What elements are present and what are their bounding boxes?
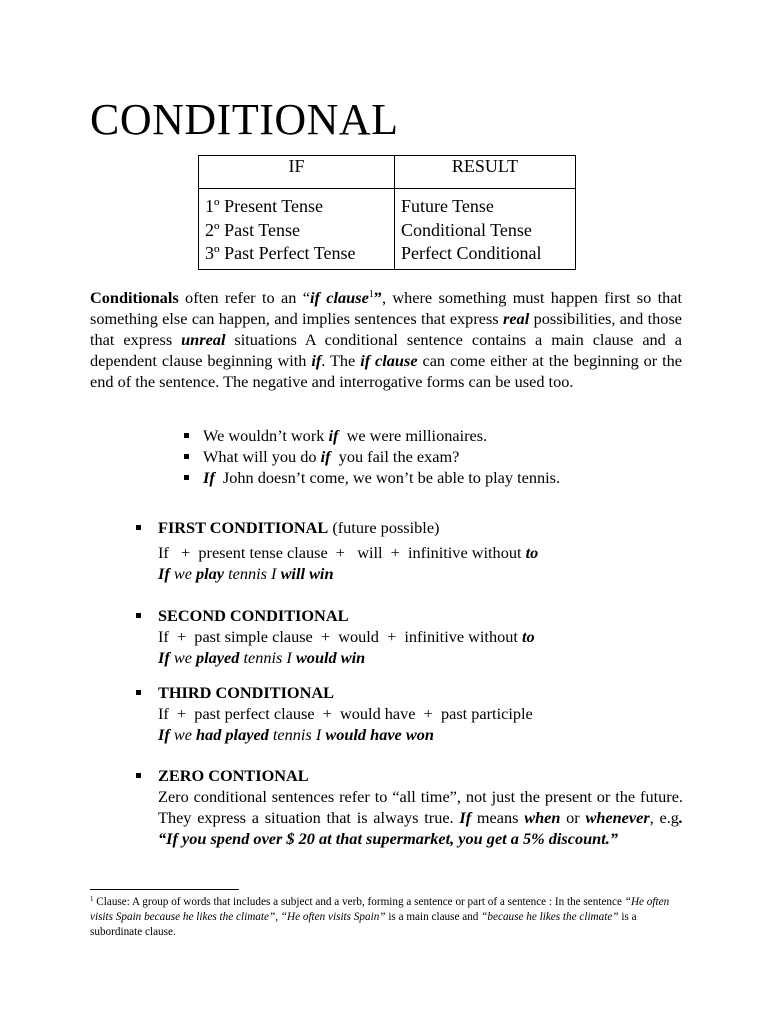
- example-verb: had played: [196, 725, 269, 744]
- intro-text: situations A conditional sentence contains a main clause and a dependent clause beginning with: [90, 330, 682, 370]
- bullet-icon: [184, 475, 189, 480]
- example-result: will win: [280, 564, 334, 583]
- footnote-reference[interactable]: 1: [368, 289, 374, 300]
- result-tenses-cell: [395, 189, 576, 270]
- intro-text: , where something must happen first so that something else can happen, and implies sentences that express: [90, 288, 683, 328]
- example-text: we were millionaires.: [338, 426, 488, 445]
- term-if: if: [311, 351, 322, 370]
- example-text: we: [169, 725, 196, 744]
- example-text: you fail the exam?: [330, 447, 460, 466]
- result-tense-second: Conditional Tense: [401, 219, 532, 240]
- if-tense-second: 2º Past Tense: [205, 219, 300, 240]
- formula-text: If + present tense clause + will + infinitive without: [158, 543, 526, 562]
- example-text: tennis I: [268, 725, 326, 744]
- formula-to: to: [521, 627, 535, 646]
- footnote-separator: [90, 889, 239, 890]
- intro-text: often refer to an “: [178, 288, 310, 307]
- footnote-text: Clause: A group of words that includes a subject and a verb, forming a sentence or part of a sentence : In the sentence: [93, 896, 625, 908]
- third-conditional-heading-line: [158, 682, 683, 703]
- zero-conditional-section: [158, 765, 683, 849]
- list-item: [180, 467, 560, 488]
- example-result: would have won: [325, 725, 434, 744]
- term-conditionals: Conditionals: [90, 288, 179, 307]
- example-text: What will you do: [203, 447, 321, 466]
- if-tense-third: 3º Past Perfect Tense: [205, 243, 356, 263]
- intro-text: can come either at the beginning or the end of the sentence. The negative and interrogative forms can be used too.: [90, 351, 682, 391]
- bullet-icon: [184, 454, 189, 459]
- zero-conditional-paragraph: [158, 786, 683, 849]
- first-conditional-section: [158, 517, 683, 584]
- first-conditional-heading-line: [158, 517, 683, 538]
- second-conditional-formula: [158, 626, 683, 647]
- list-item: [180, 425, 560, 446]
- formula-to: to: [525, 543, 539, 562]
- bullet-icon: [136, 773, 141, 778]
- first-conditional-example: [158, 563, 683, 584]
- third-conditional-example: [158, 724, 683, 745]
- example-result: would win: [295, 648, 366, 667]
- page-title: CONDITIONAL: [90, 95, 399, 144]
- intro-text: possibilities, and those that express: [90, 309, 683, 349]
- example-if: If: [158, 564, 170, 583]
- third-conditional-section: [158, 682, 683, 745]
- if-tense-first: 1º Present Tense: [205, 196, 323, 216]
- example-text: we: [169, 648, 196, 667]
- example-if: If: [158, 725, 170, 744]
- footnote-example: “He often visits Spain because he likes the climate”: [90, 896, 670, 923]
- zero-text: means: [471, 808, 525, 827]
- result-tense-third: Perfect Conditional: [401, 243, 542, 263]
- second-conditional-section: [158, 605, 683, 668]
- example-list: [180, 425, 560, 488]
- bullet-icon: [136, 613, 141, 618]
- tense-table: [198, 155, 576, 270]
- footnote-text: is a subordinate clause.: [90, 911, 637, 938]
- footnote-text: ,: [275, 911, 281, 923]
- term-if-clause: if clause: [309, 288, 369, 307]
- example-verb: play: [196, 564, 225, 583]
- example-text: We wouldn’t work: [203, 426, 329, 445]
- result-tense-first: Future Tense: [401, 196, 494, 216]
- zero-conditional-heading: ZERO CONTIONAL: [158, 766, 309, 785]
- second-conditional-heading: SECOND CONDITIONAL: [158, 606, 349, 625]
- example-text: tennis I: [239, 648, 296, 667]
- list-item: [180, 446, 560, 467]
- example-if: If: [158, 648, 170, 667]
- result-column-header: RESULT: [395, 156, 576, 189]
- zero-example: . “If you spend over $ 20 at that supermarket, you get a 5% discount.”: [158, 808, 684, 848]
- if-column-header: IF: [199, 156, 395, 189]
- bullet-icon: [136, 525, 141, 530]
- example-if: If: [203, 468, 215, 487]
- term-if-clause: if clause: [360, 351, 418, 370]
- footnote-number: 1: [90, 895, 94, 903]
- intro-paragraph: [90, 287, 682, 392]
- term-whenever: whenever: [585, 808, 650, 827]
- footnote-example: “because he likes the climate”: [481, 911, 619, 923]
- zero-text: Zero conditional sentences refer to “all time”, not just the present or the future. They express a situation that is always true.: [158, 787, 683, 827]
- bullet-icon: [184, 433, 189, 438]
- second-conditional-heading-line: [158, 605, 683, 626]
- example-if: if: [320, 447, 331, 466]
- example-verb: played: [196, 648, 240, 667]
- footnote-example: “He often visits Spain”: [280, 911, 386, 923]
- term-real: real: [503, 309, 530, 328]
- second-conditional-example: [158, 647, 683, 668]
- first-conditional-note: (future possible): [328, 518, 440, 537]
- example-text: we: [169, 564, 196, 583]
- intro-text: . The: [321, 351, 361, 370]
- bullet-icon: [136, 690, 141, 695]
- term-when: when: [524, 808, 561, 827]
- first-conditional-heading: FIRST CONDITIONAL: [158, 518, 329, 537]
- formula-text: If + past simple clause + would + infinitive without: [158, 627, 522, 646]
- zero-text: or: [560, 808, 586, 827]
- tense-table-row: [199, 189, 576, 270]
- intro-quote: ”: [373, 288, 382, 307]
- example-text: John doesn’t come, we won’t be able to play tennis.: [214, 468, 561, 487]
- zero-conditional-heading-line: [158, 765, 683, 786]
- example-text: tennis I: [224, 564, 281, 583]
- footnote-text: is a main clause and: [385, 911, 482, 923]
- tense-table-header-row: [199, 156, 576, 189]
- example-if: if: [328, 426, 339, 445]
- first-conditional-formula: [158, 542, 683, 563]
- term-unreal: unreal: [181, 330, 226, 349]
- if-tenses-cell: [199, 189, 395, 270]
- third-conditional-formula: If + past perfect clause + would have + past participle: [158, 704, 533, 723]
- zero-text: , e.g: [649, 808, 679, 827]
- third-conditional-heading: THIRD CONDITIONAL: [158, 683, 334, 702]
- footnote: [90, 895, 680, 940]
- term-if: If: [459, 808, 472, 827]
